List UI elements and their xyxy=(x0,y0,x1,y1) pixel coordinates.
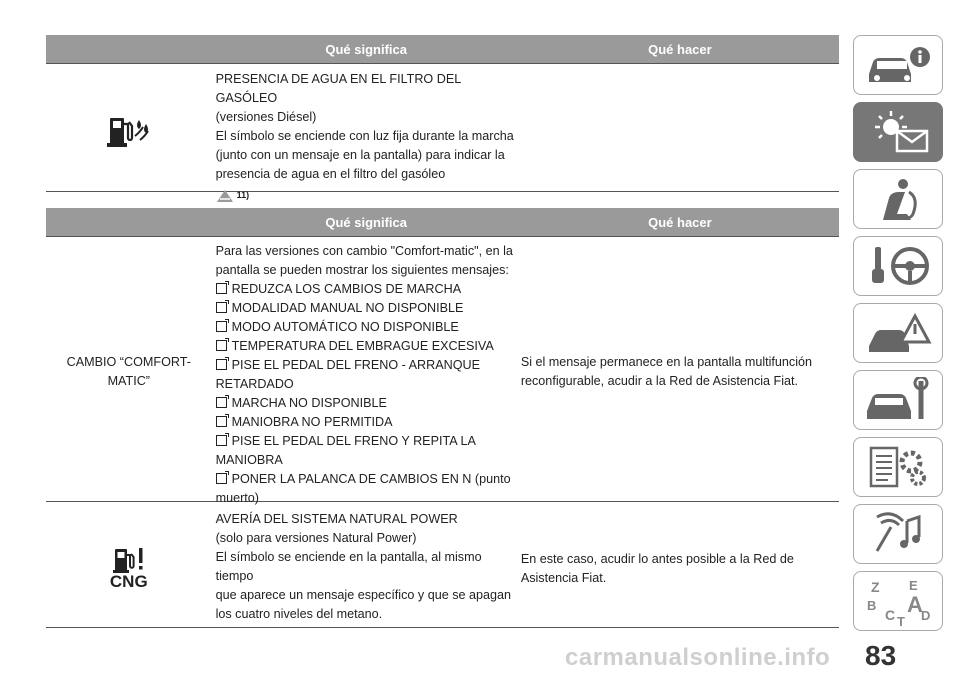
fuel-water-icon xyxy=(106,114,152,148)
warning-light-message-icon xyxy=(863,107,933,157)
tab-index[interactable] xyxy=(853,571,943,631)
checkbox-bullet-icon xyxy=(216,302,227,313)
header-action: Qué hacer xyxy=(521,35,839,63)
meaning-line: (junto con un mensaje en la pantalla) para indicar la xyxy=(215,148,505,162)
action-line: Asistencia Fiat. xyxy=(520,570,607,585)
checkbox-bullet-icon xyxy=(216,359,227,370)
svg-text:Z: Z xyxy=(871,579,880,595)
checkbox-bullet-icon xyxy=(216,435,227,446)
tab-technical-data[interactable] xyxy=(853,437,943,497)
action-line: Si el mensaje permanece en la pantalla multifunción xyxy=(520,354,813,369)
svg-text:C: C xyxy=(885,607,896,623)
svg-text:D: D xyxy=(921,608,931,623)
checkbox-bullet-icon xyxy=(216,283,227,294)
breakdown-warning-triangle-icon xyxy=(863,310,933,356)
table-row xyxy=(46,63,839,200)
tab-safety[interactable] xyxy=(853,169,943,229)
svg-text:B: B xyxy=(867,598,877,613)
table-row xyxy=(46,236,839,505)
key-steering-wheel-icon xyxy=(863,243,933,289)
row-label: CAMBIO “COMFORT- xyxy=(66,354,191,369)
page-number: 83 xyxy=(865,640,897,671)
meaning-line: AVERÍA DEL SISTEMA NATURAL POWER xyxy=(215,512,458,526)
action-line: reconfigurable, acudir a la Red de Asistencia Fiat. xyxy=(520,373,799,388)
tab-emergency[interactable] xyxy=(853,303,943,363)
list-item: REDUZCA LOS CAMBIOS DE MARCHA xyxy=(216,280,517,299)
list-item: MANIOBRA NO PERMITIDA xyxy=(216,413,517,432)
checkbox-bullet-icon xyxy=(216,416,227,427)
warning-triangle-icon xyxy=(216,189,234,203)
cng-fault-icon xyxy=(112,547,146,573)
tab-maintenance[interactable] xyxy=(853,370,943,430)
header-symbol xyxy=(46,208,212,236)
warning-ref-number: 11) xyxy=(236,190,250,200)
symbol-cell xyxy=(46,510,212,627)
tab-warning-lights[interactable] xyxy=(853,102,943,162)
action-cell xyxy=(517,510,839,627)
header-meaning: Qué significa xyxy=(216,35,517,63)
list-item: PISE EL PEDAL DEL FRENO - ARRANQUE RETARDADO xyxy=(215,358,481,391)
watermark: carmanualsonline.info xyxy=(565,644,831,671)
meaning-line: El símbolo se enciende con luz fija durante la marcha xyxy=(215,129,514,143)
car-info-icon xyxy=(863,44,933,86)
header-action: Qué hacer xyxy=(521,208,839,236)
tab-multimedia[interactable] xyxy=(853,504,943,564)
meaning-line: (versiones Diésel) xyxy=(215,110,317,124)
list-item: TEMPERATURA DEL EMBRAGUE EXCESIVA xyxy=(216,337,517,356)
list-item: MODO AUTOMÁTICO NO DISPONIBLE xyxy=(216,318,517,337)
meaning-cell xyxy=(212,242,517,505)
table-water-filter xyxy=(46,35,839,200)
header-symbol xyxy=(46,35,212,63)
checkbox-bullet-icon xyxy=(216,321,227,332)
checkbox-bullet-icon xyxy=(216,397,227,408)
meaning-line: Para las versiones con cambio "Comfort-matic", en la xyxy=(215,244,513,258)
meaning-line: presencia de agua en el filtro del gasóleo xyxy=(215,167,446,181)
action-cell xyxy=(517,70,839,191)
list-item: PONER LA PALANCA DE CAMBIOS EN N (punto muerto) xyxy=(215,472,511,505)
table-messages xyxy=(46,208,839,628)
symbol-cell xyxy=(46,242,212,501)
checkbox-bullet-icon xyxy=(216,473,227,484)
meaning-line: los cuatro niveles del metano. xyxy=(215,607,383,621)
cng-label: CNG xyxy=(109,571,148,591)
tab-starting-driving[interactable] xyxy=(853,236,943,296)
meaning-line: pantalla se pueden mostrar los siguientes mensajes: xyxy=(215,263,509,277)
meaning-cell xyxy=(212,510,517,627)
symbol-cell xyxy=(46,70,212,191)
header-meaning: Qué significa xyxy=(216,208,517,236)
table-header xyxy=(46,35,839,63)
tab-car-info[interactable] xyxy=(853,35,943,95)
list-item: PISE EL PEDAL DEL FRENO Y REPITA LA MANIOBRA xyxy=(215,434,476,467)
meaning-line: PRESENCIA DE AGUA EN EL FILTRO DEL GASÓLEO xyxy=(215,72,461,105)
multimedia-music-icon xyxy=(863,511,933,557)
seat-airbag-icon xyxy=(863,176,933,222)
svg-text:E: E xyxy=(909,578,918,593)
row-label: MATIC” xyxy=(107,373,150,388)
meaning-line: El símbolo se enciende en la pantalla, al mismo tiempo xyxy=(215,550,482,583)
checkbox-bullet-icon xyxy=(216,340,227,351)
alphabetical-index-icon xyxy=(863,576,933,626)
meaning-cell xyxy=(212,70,517,200)
table-row xyxy=(46,502,839,628)
action-cell xyxy=(517,242,839,501)
specs-gears-icon xyxy=(863,444,933,490)
list-item: MARCHA NO DISPONIBLE xyxy=(216,394,517,413)
action-line: En este caso, acudir lo antes posible a la Red de xyxy=(520,551,794,566)
svg-text:T: T xyxy=(897,614,905,626)
meaning-line: (solo para versiones Natural Power) xyxy=(215,531,417,545)
car-maintenance-wrench-icon xyxy=(863,377,933,423)
svg-text:A: A xyxy=(907,592,923,617)
list-item: MODALIDAD MANUAL NO DISPONIBLE xyxy=(216,299,517,318)
table-header xyxy=(46,208,839,236)
meaning-line: que aparece un mensaje específico y que se apagan xyxy=(215,588,512,602)
warning-reference xyxy=(216,186,517,205)
